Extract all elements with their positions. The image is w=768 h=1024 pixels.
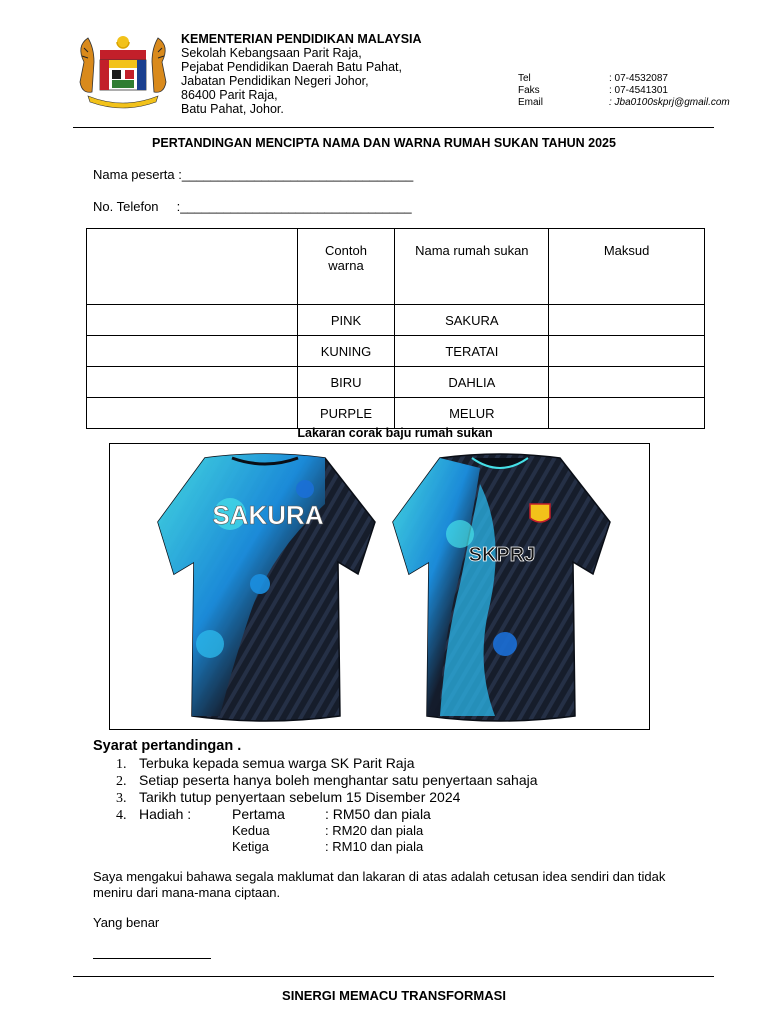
table-cell: DAHLIA [395, 367, 549, 398]
table-cell[interactable] [87, 305, 298, 336]
address-line-4: 86400 Parit Raja, [181, 88, 278, 102]
participant-name-field[interactable]: Nama peserta :________________________________ [93, 167, 414, 182]
email-label: Email [518, 97, 544, 108]
term-item [116, 806, 191, 824]
malaysia-crest-icon [70, 32, 176, 112]
terms-title: Syarat pertandingan . [93, 738, 242, 754]
table-header-cell [87, 229, 298, 305]
table-cell: BIRU [297, 367, 395, 398]
email-value: : Jba0100skprj@gmail.com [609, 97, 730, 108]
term-text: Hadiah : [139, 806, 192, 822]
table-cell[interactable] [549, 367, 705, 398]
phone-number-field[interactable]: No. Telefon :________________________________ [93, 199, 412, 214]
term-item [116, 789, 460, 807]
address-line-5: Batu Pahat, Johor. [181, 102, 284, 116]
table-cell[interactable] [549, 305, 705, 336]
header-contoh-warna: Contoh warna [325, 243, 367, 273]
table-header-cell: Maksud [549, 229, 705, 305]
table-cell[interactable] [87, 398, 298, 429]
term-text: Setiap peserta hanya boleh menghantar satu penyertaan sahaja [139, 772, 538, 788]
table-row [87, 398, 705, 429]
document-title: PERTANDINGAN MENCIPTA NAMA DAN WARNA RUMAH SUKAN TAHUN 2025 [152, 136, 616, 150]
table-cell[interactable] [87, 367, 298, 398]
table-header-cell: Nama rumah sukan [395, 229, 549, 305]
term-text: Terbuka kepada semua warga SK Parit Raja [139, 755, 415, 771]
jersey-sketch-image [110, 444, 649, 729]
house-table [86, 228, 705, 429]
table-cell: PINK [297, 305, 395, 336]
back-jersey [393, 454, 610, 721]
prize-place: Ketiga [232, 839, 269, 854]
address-line-2: Pejabat Pendidikan Daerah Batu Pahat, [181, 60, 402, 74]
jersey-sketch-frame [109, 443, 650, 730]
term-item [116, 772, 538, 790]
ministry-name: KEMENTERIAN PENDIDIKAN MALAYSIA [181, 32, 422, 46]
table-cell: MELUR [395, 398, 549, 429]
footer-motto: SINERGI MEMACU TRANSFORMASI [282, 988, 506, 1003]
header-divider [73, 127, 714, 128]
back-jersey-text: SKPRJ [468, 544, 536, 566]
term-number: 3. [116, 791, 127, 806]
table-row [87, 367, 705, 398]
term-number: 1. [116, 757, 127, 772]
table-cell: TERATAI [395, 336, 549, 367]
sketch-label: Lakaran corak baju rumah sukan [297, 426, 493, 440]
front-jersey [158, 454, 375, 721]
footer-divider [73, 976, 714, 977]
term-number: 2. [116, 774, 127, 789]
tel-label: Tel [518, 73, 531, 84]
table-header-row [87, 229, 705, 305]
term-item [116, 755, 414, 773]
table-cell[interactable] [549, 336, 705, 367]
prize-reward: : RM10 dan piala [325, 839, 424, 854]
table-row [87, 305, 705, 336]
table-header-cell [297, 229, 395, 305]
tel-value: : 07-4532087 [609, 73, 668, 84]
table-cell[interactable] [87, 336, 298, 367]
prize-place: Kedua [232, 823, 270, 838]
declaration-text: Saya mengakui bahawa segala maklumat dan lakaran di atas adalah cetusan idea sendiri dan tidak meniru dari mana-mana ciptaan. [93, 869, 666, 900]
table-row [87, 336, 705, 367]
prize-reward: : RM50 dan piala [325, 806, 431, 822]
fax-value: : 07-4541301 [609, 85, 668, 96]
school-badge-icon [530, 504, 550, 522]
table-cell: KUNING [297, 336, 395, 367]
term-number: 4. [116, 808, 127, 823]
table-cell: SAKURA [395, 305, 549, 336]
address-line-3: Jabatan Pendidikan Negeri Johor, [181, 74, 369, 88]
term-text: Tarikh tutup penyertaan sebelum 15 Disember 2024 [139, 789, 461, 805]
signoff-text: Yang benar [93, 915, 160, 930]
table-cell: PURPLE [297, 398, 395, 429]
prize-place: Pertama [232, 806, 285, 822]
table-cell[interactable] [549, 398, 705, 429]
front-jersey-text: SAKURA [212, 500, 324, 530]
signature-line[interactable] [93, 958, 211, 959]
prize-reward: : RM20 dan piala [325, 823, 424, 838]
fax-label: Faks [518, 85, 540, 96]
address-line-1: Sekolah Kebangsaan Parit Raja, [181, 46, 362, 60]
